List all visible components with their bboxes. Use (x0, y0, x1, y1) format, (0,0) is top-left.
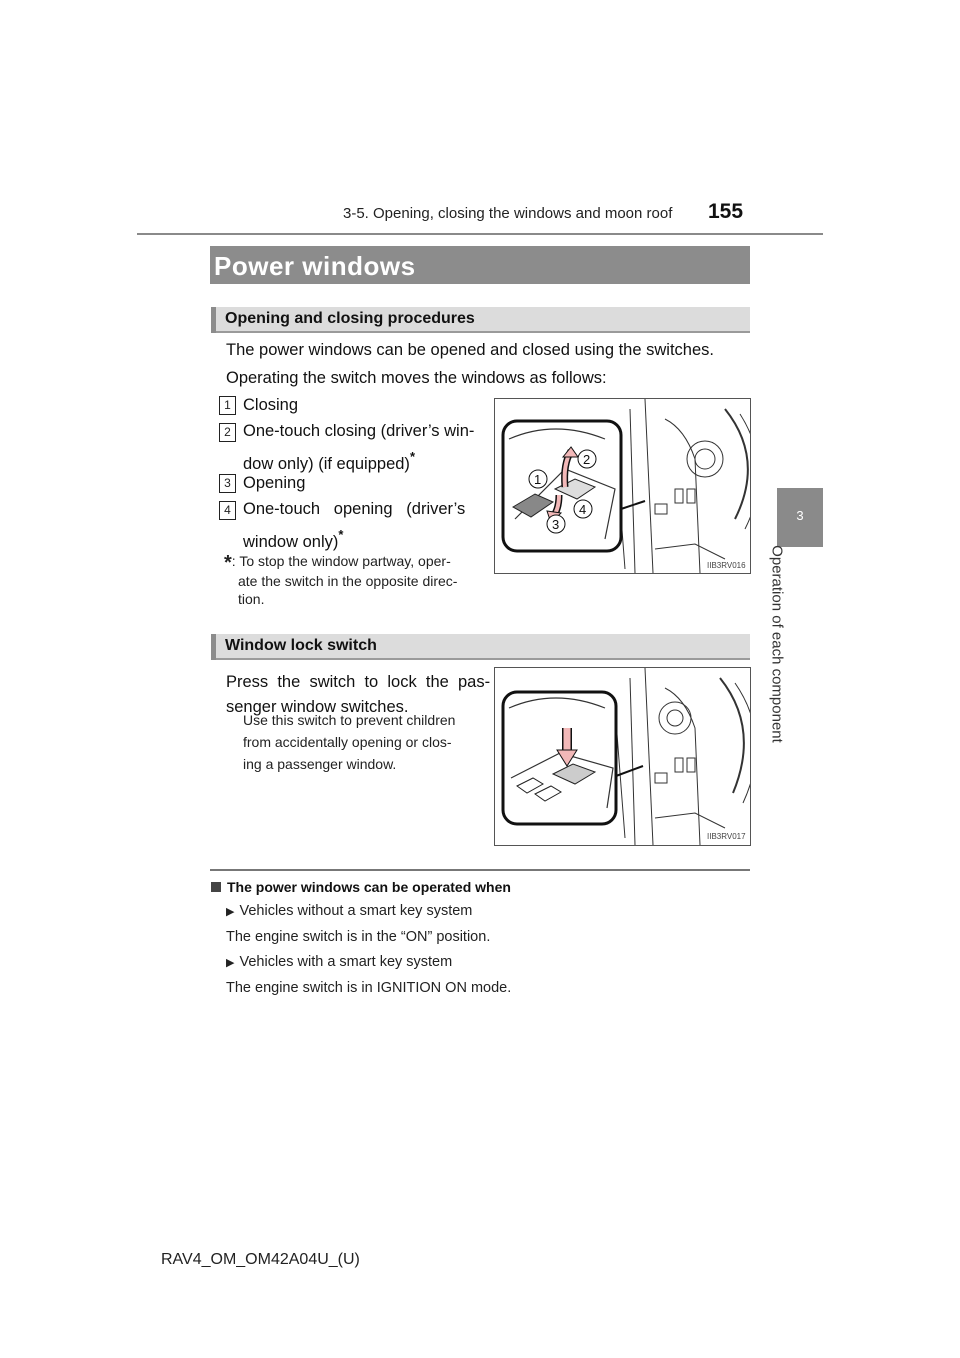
step-2-line-2: dow only) (if equipped) (243, 455, 410, 473)
step-number-1: 1 (219, 396, 236, 415)
section-banner (210, 246, 750, 284)
notes-divider (210, 869, 750, 871)
chapter-label-container (757, 544, 797, 744)
note-line-1: Use this switch to prevent children (243, 712, 456, 728)
step-number-4: 4 (219, 501, 236, 520)
subsection-title: Opening and closing procedures (225, 310, 475, 327)
footnote-line-1: : To stop the window partway, oper- (231, 553, 451, 569)
step-1-text: Closing (243, 396, 299, 414)
note-item-2-label (226, 954, 452, 970)
step-2-line-1: One-touch closing (driver’s win- (243, 422, 475, 440)
footnote (224, 552, 457, 608)
chapter-tab (777, 488, 823, 547)
image-code-2: IIB3RV017 (707, 832, 746, 841)
step-number-3: 3 (219, 474, 236, 493)
note-item-2-detail: The engine switch is in IGNITION ON mode. (226, 980, 512, 996)
window-lock-text-line-1: Press the switch to lock the pas- (226, 673, 491, 691)
note-item-1-label (226, 903, 472, 919)
window-lock-text-line-2: senger window switches. (226, 698, 409, 716)
callout-2: 2 (583, 452, 591, 467)
notes-heading-text: The power windows can be operated when (227, 879, 511, 895)
intro-text-2: Operating the switch moves the windows as follows: (226, 369, 607, 387)
chapter-number: 3 (796, 508, 804, 523)
callout-1: 1 (534, 472, 542, 487)
note-line-3: ing a passenger window. (243, 756, 397, 772)
bullet-square-icon (211, 882, 221, 892)
document-code: RAV4_OM_OM42A04U_(U) (161, 1251, 360, 1268)
note-item-1-label-text: Vehicles without a smart key system (239, 903, 473, 919)
footnote-star: * (409, 449, 415, 464)
window-lock-note (243, 709, 455, 775)
triangle-bullet-icon: ▶ (226, 957, 235, 969)
step-number-2: 2 (219, 423, 236, 442)
footnote-line-1-wrap (224, 552, 457, 572)
dashboard-drawing (495, 668, 750, 845)
header-section-title: 3-5. Opening, closing the windows and moon roof (343, 205, 673, 222)
subsection-marker (211, 634, 216, 660)
window-lock-switch-illustration (494, 667, 751, 846)
footnote-line-2: ate the switch in the opposite direc- (238, 573, 458, 589)
subsection-header-opening (211, 307, 750, 333)
intro-text-1: The power windows can be opened and closed using the switches. (226, 341, 714, 359)
power-window-switch-illustration (494, 398, 751, 574)
callout-3: 3 (552, 517, 560, 532)
note-line-2: from accidentally opening or clos- (243, 734, 452, 750)
step-4-line-2-wrap (243, 522, 478, 555)
callout-4: 4 (579, 502, 587, 517)
footnote-star: * (338, 527, 344, 542)
step-2-text (243, 418, 478, 477)
section-title: Power windows (214, 251, 416, 281)
image-code-1: IIB3RV016 (707, 561, 746, 570)
page-number: 155 (708, 200, 744, 223)
subsection-header-window-lock (211, 634, 750, 660)
dashboard-drawing (495, 399, 750, 573)
footnote-line-3: tion. (238, 591, 265, 607)
chapter-label: Operation of each component (768, 545, 786, 743)
footnote-marker: * (224, 552, 232, 574)
triangle-bullet-icon: ▶ (226, 906, 235, 918)
step-4-line-2: window only) (243, 533, 339, 551)
notes-heading (211, 879, 511, 895)
note-item-2-label-text: Vehicles with a smart key system (239, 954, 453, 970)
subsection-title: Window lock switch (225, 637, 377, 654)
header-divider (137, 233, 823, 235)
step-4-text (243, 496, 478, 555)
note-item-1-detail: The engine switch is in the “ON” position. (226, 929, 491, 945)
step-4-line-1: One-touch opening (driver’s (243, 500, 466, 518)
subsection-marker (211, 307, 216, 333)
step-3-text: Opening (243, 474, 306, 492)
